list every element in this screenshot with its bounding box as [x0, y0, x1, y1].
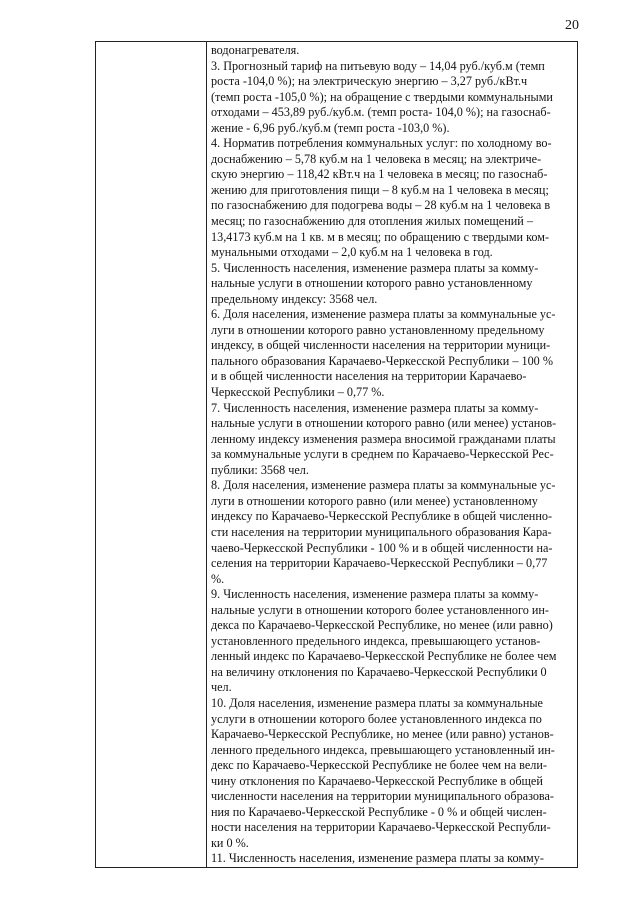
text-line: водонагревателя. — [211, 43, 300, 57]
text-line: нальные услуги в отношении которого равно установленному — [211, 276, 533, 291]
text-line: установленного предельного индекса, превышающего установ- — [211, 633, 541, 648]
text-line: на величину отклонения по Карачаево-Черкесской Республики 0 — [211, 664, 547, 679]
text-line: сти населения на территории муниципального образования Кара- — [211, 524, 552, 539]
text-line: нальные услуги в отношении которого более установленного ин- — [211, 602, 549, 617]
text-line: публики: 3568 чел. — [211, 462, 309, 477]
text-line: ки 0 %. — [211, 835, 249, 850]
text-line: и в общей численности населения на территории Карачаево- — [211, 369, 527, 384]
text-line: Черкесской Республики – 0,77 %. — [211, 385, 385, 400]
text-line: жению для приготовления пищи – 8 куб.м на 1 человека в месяц; — [211, 182, 549, 197]
text-line: по газоснабжению для подогрева воды – 28 куб.м на 1 человека в — [211, 198, 551, 213]
text-line: услуги в отношении которого более установленного индекса по — [211, 711, 542, 726]
text-line: луги в отношении которого равно установленному предельному — [211, 322, 545, 337]
text-line: индексу по Карачаево-Черкесской Республике в общей численно- — [211, 509, 553, 524]
text-line: доснабжению – 5,78 куб.м на 1 человека в месяц; на электриче- — [211, 151, 542, 166]
table-left-column — [96, 42, 207, 867]
text-line: (темп роста -105,0 %); на обращение с твердыми коммунальными — [211, 89, 553, 104]
text-line: роста -104,0 %); на электрическую энергию – 3,27 руб./кВт.ч — [211, 74, 528, 89]
text-line: отходами – 453,89 руб./куб.м. (темп роста- 104,0 %); на газоснаб- — [211, 105, 551, 120]
page-number: 20 — [565, 18, 579, 33]
text-line: 8. Доля населения, изменение размера платы за коммунальные ус- — [211, 478, 556, 493]
text-line: численности населения на территории муниципального образова- — [211, 789, 554, 804]
text-line: ленному индексу изменения размера вносимой гражданами платы — [211, 431, 556, 446]
text-line: 4. Норматив потребления коммунальных услуг: по холодному во- — [211, 136, 552, 151]
text-line: месяц; по газоснабжению для отопления жилых помещений – — [211, 214, 533, 229]
text-line: нальные услуги в отношении которого равно (или менее) установ- — [211, 416, 557, 431]
text-line: жение - 6,96 руб./куб.м (темп роста -103,0 %). — [211, 120, 450, 135]
text-line: пального образования Карачаево-Черкесской Республики – 100 % — [211, 353, 553, 368]
text-line: 11. Численность населения, изменение размера платы за комму- — [211, 851, 544, 866]
text-line: индексу, в общей численности населения на территории муници- — [211, 338, 551, 353]
table-text-column — [207, 42, 577, 867]
text-line: 9. Численность населения, изменение размера платы за комму- — [211, 587, 539, 602]
text-line: селения на территории Карачаево-Черкесской Республики – 0,77 — [211, 556, 548, 571]
text-line: чаево-Черкесской Республики - 100 % и в общей численности на- — [211, 540, 553, 555]
text-line: 6. Доля населения, изменение размера платы за коммунальные ус- — [211, 307, 556, 322]
text-line: луги в отношении которого равно (или менее) установленному — [211, 493, 538, 508]
text-line: чину отклонения по Карачаево-Черкесской Республике в общей — [211, 773, 543, 788]
text-line: за коммунальные услуги в среднем по Карачаево-Черкесской Рес- — [211, 447, 554, 462]
text-line: ния по Карачаево-Черкесской Республике - 0 % и общей числен- — [211, 804, 547, 819]
text-line: 7. Численность населения, изменение размера платы за комму- — [211, 400, 539, 415]
text-line: ности населения на территории Карачаево-Черкесской Республи- — [211, 820, 551, 835]
text-line: ленный индекс по Карачаево-Черкесской Республике не более чем — [211, 649, 557, 664]
text-line: 3. Прогнозный тариф на питьевую воду – 14,04 руб./куб.м (темп — [211, 58, 545, 73]
text-line: 13,4173 куб.м на 1 кв. м в месяц; по обращению с твердыми ком- — [211, 229, 550, 244]
text-line: чел. — [211, 680, 232, 695]
text-line: скую энергию – 118,42 кВт.ч на 1 человека в месяц; по газоснаб- — [211, 167, 548, 182]
text-line: 5. Численность населения, изменение размера платы за комму- — [211, 260, 539, 275]
text-line: декс по Карачаево-Черкесской Республике не более чем на вели- — [211, 758, 547, 773]
text-line: 10. Доля населения, изменение размера платы за коммунальные — [211, 695, 543, 710]
text-line: Карачаево-Черкесской Республике, но менее (или равно) установ- — [211, 727, 554, 742]
text-line: мунальными отходами – 2,0 куб.м на 1 человека в год. — [211, 245, 493, 260]
document-table — [95, 41, 578, 868]
text-line: декса по Карачаево-Черкесской Республике, но менее (или равно) — [211, 618, 553, 633]
text-line: предельному индексу: 3568 чел. — [211, 291, 378, 306]
text-line: ленного предельного индекса, превышающего установленный ин- — [211, 742, 555, 757]
text-line: %. — [211, 571, 225, 586]
